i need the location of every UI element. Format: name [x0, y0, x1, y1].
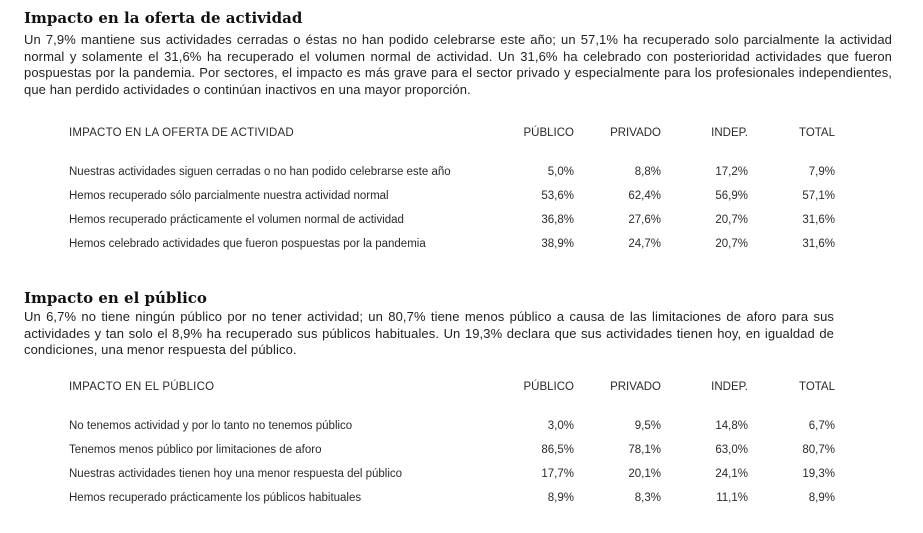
table-row [0, 444, 923, 460]
row-label: Nuestras actividades tienen hoy una menor respuesta del público [69, 468, 403, 480]
table-header [0, 381, 923, 397]
column-header-privado: PRIVADO [610, 381, 661, 393]
row-label: Tenemos menos público por limitaciones de aforo [69, 444, 322, 456]
row-label: Hemos recuperado prácticamente el volumen normal de actividad [69, 214, 404, 226]
row-label: Hemos recuperado prácticamente los públicos habituales [69, 492, 362, 504]
row-label: Nuestras actividades siguen cerradas o no han podido celebrarse este año [69, 166, 451, 178]
table-row [0, 214, 923, 230]
column-header-total: TOTAL [799, 127, 835, 139]
table-row [0, 420, 923, 436]
cell-total: 80,7% [802, 444, 835, 456]
column-header-label: IMPACTO EN EL PÚBLICO [69, 381, 215, 393]
cell-indep: 14,8% [715, 420, 748, 432]
cell-publico: 17,7% [541, 468, 574, 480]
paragraph-oferta: Un 7,9% mantiene sus actividades cerradas o éstas no han podido celebrarse este año; un 57,1% ha recuperado solo parcialmente la actividad normal y solamente el 31,6% ha recuperado el volumen normal de actividad. Un 31,6% ha celebrado con posterioridad actividades que fueron pospuestas por la pandemia. Por sectores, el impacto es más grave para el sector privado y especialmente para los profesionales independientes, que han perdido actividades o continúan inactivos en una mayor proporción. [24, 32, 892, 97]
column-header-publico: PÚBLICO [523, 381, 574, 393]
cell-publico: 5,0% [547, 166, 574, 178]
section-title-oferta: Impacto en la oferta de actividad [24, 9, 303, 27]
cell-total: 8,9% [808, 492, 835, 504]
table-row [0, 492, 923, 508]
cell-total: 7,9% [808, 166, 835, 178]
column-header-publico: PÚBLICO [523, 127, 574, 139]
cell-publico: 3,0% [547, 420, 574, 432]
cell-indep: 17,2% [715, 166, 748, 178]
cell-indep: 24,1% [715, 468, 748, 480]
cell-privado: 27,6% [628, 214, 661, 226]
row-label: Hemos celebrado actividades que fueron pospuestas por la pandemia [69, 238, 426, 250]
cell-publico: 86,5% [541, 444, 574, 456]
table-row [0, 238, 923, 254]
table-row [0, 190, 923, 206]
cell-indep: 20,7% [715, 238, 748, 250]
paragraph-publico: Un 6,7% no tiene ningún público por no tener actividad; un 80,7% tiene menos público a causa de las limitaciones de aforo para sus actividades y tan solo el 8,9% ha recuperado sus públicos habituales. Un 19,3% declara que sus actividades tienen hoy, en igualdad de condiciones, una menor respuesta del público. [24, 309, 834, 357]
cell-privado: 24,7% [628, 238, 661, 250]
cell-publico: 53,6% [541, 190, 574, 202]
cell-indep: 63,0% [715, 444, 748, 456]
cell-indep: 56,9% [715, 190, 748, 202]
cell-total: 31,6% [802, 238, 835, 250]
cell-total: 31,6% [802, 214, 835, 226]
cell-total: 19,3% [802, 468, 835, 480]
cell-publico: 36,8% [541, 214, 574, 226]
column-header-label: IMPACTO EN LA OFERTA DE ACTIVIDAD [69, 127, 294, 139]
column-header-indep: INDEP. [711, 127, 748, 139]
table-row [0, 468, 923, 484]
cell-total: 6,7% [808, 420, 835, 432]
column-header-privado: PRIVADO [610, 127, 661, 139]
cell-privado: 78,1% [628, 444, 661, 456]
cell-publico: 8,9% [547, 492, 574, 504]
cell-privado: 9,5% [634, 420, 661, 432]
cell-total: 57,1% [802, 190, 835, 202]
table-row [0, 166, 923, 182]
cell-indep: 20,7% [715, 214, 748, 226]
cell-privado: 20,1% [628, 468, 661, 480]
cell-publico: 38,9% [541, 238, 574, 250]
row-label: No tenemos actividad y por lo tanto no tenemos público [69, 420, 353, 432]
cell-privado: 62,4% [628, 190, 661, 202]
cell-indep: 11,1% [716, 492, 748, 504]
section-title-publico: Impacto en el público [24, 289, 207, 307]
column-header-indep: INDEP. [711, 381, 748, 393]
column-header-total: TOTAL [799, 381, 835, 393]
cell-privado: 8,8% [634, 166, 661, 178]
row-label: Hemos recuperado sólo parcialmente nuestra actividad normal [69, 190, 389, 202]
cell-privado: 8,3% [634, 492, 661, 504]
table-header [0, 127, 923, 143]
